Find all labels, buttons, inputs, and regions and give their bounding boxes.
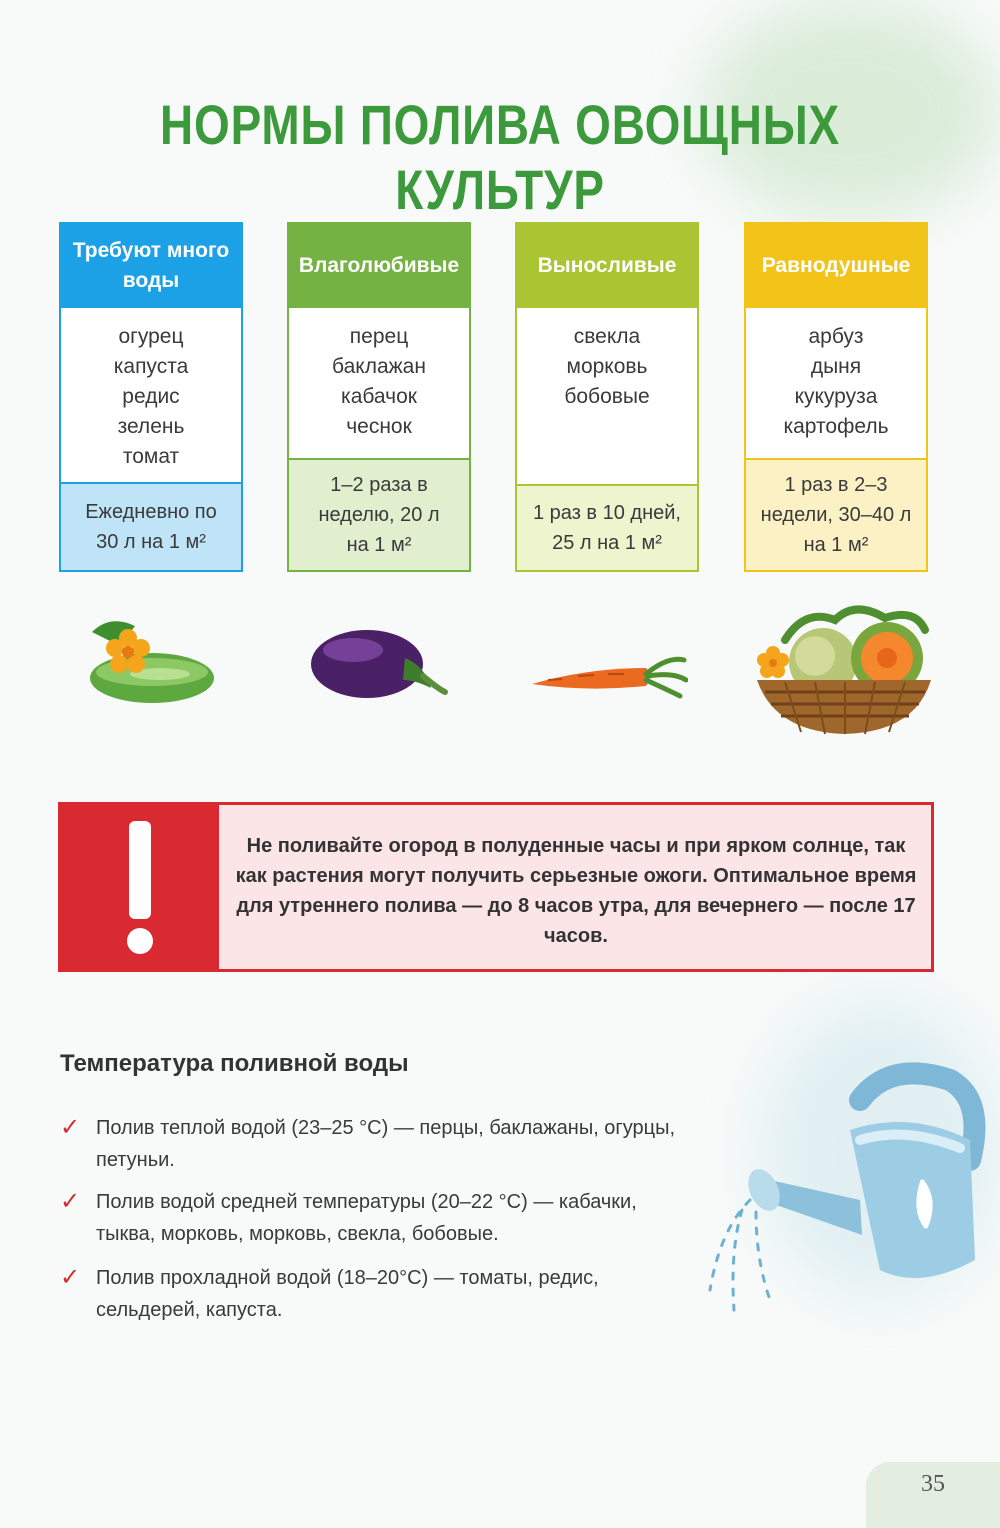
group-header: Влаголюбивые xyxy=(289,224,469,308)
group-header: Выносливые xyxy=(517,224,697,308)
crop-item: кукуруза xyxy=(794,385,878,408)
group-header: Требуют много воды xyxy=(61,224,241,308)
crop-item: перец xyxy=(349,325,409,348)
warning-text: Не поливайте огород в полуденные часы и при ярком солнце, так как растения могут получить серьезные ожоги. Оптимальное время для утреннего полива — до 8 часов утра, для вечернего — после 17 часов. xyxy=(235,835,917,947)
crop-item: редис xyxy=(122,385,180,408)
crop-list xyxy=(289,308,469,442)
crop-item: чеснок xyxy=(346,415,412,438)
warning-box xyxy=(58,802,934,972)
watering-norm: Ежедневно по 30 л на 1 м² xyxy=(61,482,241,570)
crop-list xyxy=(61,308,241,472)
page-title: НОРМЫ ПОЛИВА ОВОЩНЫХ КУЛЬТУР xyxy=(160,93,840,221)
cucumber-icon xyxy=(80,612,220,707)
group-card-hardy xyxy=(515,222,699,572)
crop-item: капуста xyxy=(113,355,189,378)
crop-item: зелень xyxy=(117,415,185,438)
carrot-icon xyxy=(528,650,688,700)
crop-item: бобовые xyxy=(564,385,650,408)
group-card-indifferent xyxy=(744,222,928,572)
list-item xyxy=(60,1112,700,1176)
exclamation-icon xyxy=(61,805,219,969)
crop-item: свекла xyxy=(573,325,641,348)
section-heading: Температура поливной воды xyxy=(60,1050,409,1077)
page-number: 35 xyxy=(866,1462,1000,1528)
list-item xyxy=(60,1186,700,1250)
crop-item: баклажан xyxy=(332,355,426,378)
watering-norm: 1 раз в 2–3 недели, 30–40 л на 1 м² xyxy=(746,458,926,570)
checkmark-icon: ✓ xyxy=(60,1114,81,1141)
watering-norm: 1 раз в 10 дней, 25 л на 1 м² xyxy=(517,484,697,570)
crop-item: картофель xyxy=(783,415,889,438)
crop-list xyxy=(746,308,926,442)
melon-basket-icon xyxy=(745,600,940,740)
crop-item: арбуз xyxy=(808,325,864,348)
crop-item: дыня xyxy=(810,355,862,378)
list-item-text: Полив водой средней температуры (20–22 °C) — кабачки, тыква, морковь, морковь, свекла, бобовые. xyxy=(96,1191,637,1245)
group-header: Равнодушные xyxy=(746,224,926,308)
group-card-much-water xyxy=(59,222,243,572)
crop-item: кабачок xyxy=(341,385,417,408)
watering-can-icon xyxy=(690,1050,990,1350)
watering-norm: 1–2 раза в неделю, 20 л на 1 м² xyxy=(289,458,469,570)
crop-item: огурец xyxy=(118,325,184,348)
crop-item: морковь xyxy=(566,355,648,378)
list-item-text: Полив теплой водой (23–25 °C) — перцы, баклажаны, огурцы, петуньи. xyxy=(96,1117,676,1171)
list-item xyxy=(60,1262,700,1326)
checkmark-icon: ✓ xyxy=(60,1188,81,1215)
crop-list xyxy=(517,308,697,412)
list-item-text: Полив прохладной водой (18–20°C) — томаты, редис, сельдерей, капуста. xyxy=(96,1267,599,1321)
crop-item: томат xyxy=(122,445,180,468)
group-card-moisture-loving xyxy=(287,222,471,572)
checkmark-icon: ✓ xyxy=(60,1264,81,1291)
eggplant-icon xyxy=(305,618,455,708)
